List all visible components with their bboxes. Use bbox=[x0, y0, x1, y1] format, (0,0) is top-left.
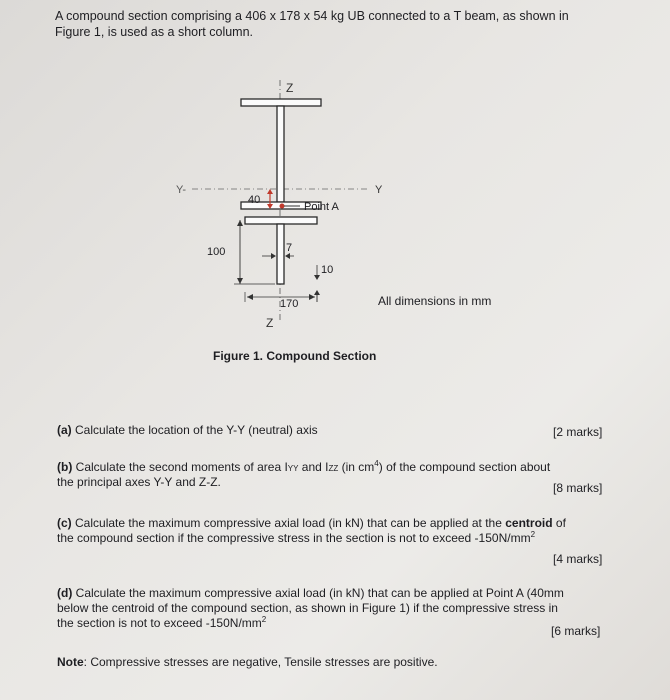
axis-z-top-label: Z bbox=[286, 81, 294, 95]
question-c-text-a: Calculate the maximum compressive axial load (in kN) that can be applied at the bbox=[75, 516, 506, 530]
intro-line-2: Figure 1, is used as a short column. bbox=[55, 25, 254, 39]
question-c-text-c: the compound section if the compressive stress in the section is not to exceed -150N/mm bbox=[57, 531, 531, 545]
question-a-label: (a) bbox=[57, 423, 72, 437]
point-a-marker bbox=[280, 204, 285, 209]
t-flange bbox=[245, 217, 317, 224]
question-c-sup: 2 bbox=[530, 530, 536, 539]
dim-100-label: 100 bbox=[207, 246, 226, 258]
question-d-marks: [6 marks] bbox=[551, 624, 601, 638]
question-b-text-b: and I bbox=[298, 460, 329, 474]
axis-z-bottom-label: Z bbox=[266, 316, 274, 330]
point-a-label: Point A bbox=[304, 201, 339, 213]
question-d-text-c: the section is not to exceed -150N/mm bbox=[57, 616, 262, 630]
question-a-text: Calculate the location of the Y-Y (neutral) axis bbox=[75, 423, 318, 437]
question-d-line-1 bbox=[57, 586, 564, 601]
question-c-marks: [4 marks] bbox=[553, 552, 603, 566]
note-text: : Compressive stresses are negative, Tensile stresses are positive. bbox=[83, 655, 438, 669]
question-c-line-2 bbox=[57, 531, 535, 546]
question-b-label: (b) bbox=[57, 460, 73, 474]
question-b-sub-yy: YY bbox=[287, 464, 299, 473]
question-b-line-2: the principal axes Y-Y and Z-Z. bbox=[57, 475, 221, 489]
t-stem bbox=[277, 224, 284, 284]
question-a-marks: [2 marks] bbox=[553, 425, 603, 439]
dim-7-label: 7 bbox=[286, 242, 293, 254]
figure-caption: Figure 1. Compound Section bbox=[213, 349, 377, 363]
question-a bbox=[57, 423, 318, 438]
question-b-line-1 bbox=[57, 460, 550, 476]
question-d-text-a: Calculate the maximum compressive axial load (in kN) that can be applied at Point A (40mm bbox=[75, 586, 564, 600]
question-b-sup: 4 bbox=[374, 459, 379, 468]
question-d-label: (d) bbox=[57, 586, 73, 600]
question-b-sub-zz: ZZ bbox=[328, 464, 339, 473]
question-b-text-c: (in cm bbox=[338, 460, 375, 474]
question-d-line-2: below the centroid of the compound section, as shown in Figure 1) if the compressive stress in bbox=[57, 601, 558, 615]
dim-10-label: 10 bbox=[321, 264, 334, 276]
question-b-marks: [8 marks] bbox=[553, 481, 603, 495]
question-d-sup: 2 bbox=[261, 615, 267, 624]
dim-40-label: 40 bbox=[248, 194, 261, 206]
question-c-line-1 bbox=[57, 516, 566, 531]
note-label: Note bbox=[57, 655, 84, 669]
question-b-text-d: ) of the compound section about bbox=[378, 460, 551, 474]
question-c-label: (c) bbox=[57, 516, 72, 530]
dim-170-label: 170 bbox=[280, 298, 299, 310]
question-c-text-b: of bbox=[552, 516, 566, 530]
question-b-text-a: Calculate the second moments of area I bbox=[75, 460, 288, 474]
question-c-centroid: centroid bbox=[505, 516, 553, 530]
ub-top-flange bbox=[241, 99, 321, 106]
units-note: All dimensions in mm bbox=[378, 294, 492, 308]
note bbox=[57, 655, 438, 670]
axis-y-left-label: Y- bbox=[176, 184, 186, 196]
question-d-line-3 bbox=[57, 616, 266, 631]
ub-web bbox=[277, 106, 284, 202]
axis-y-right-label: Y bbox=[375, 184, 383, 196]
intro-line-1: A compound section comprising a 406 x 178 x 54 kg UB connected to a T beam, as shown in bbox=[55, 9, 569, 23]
